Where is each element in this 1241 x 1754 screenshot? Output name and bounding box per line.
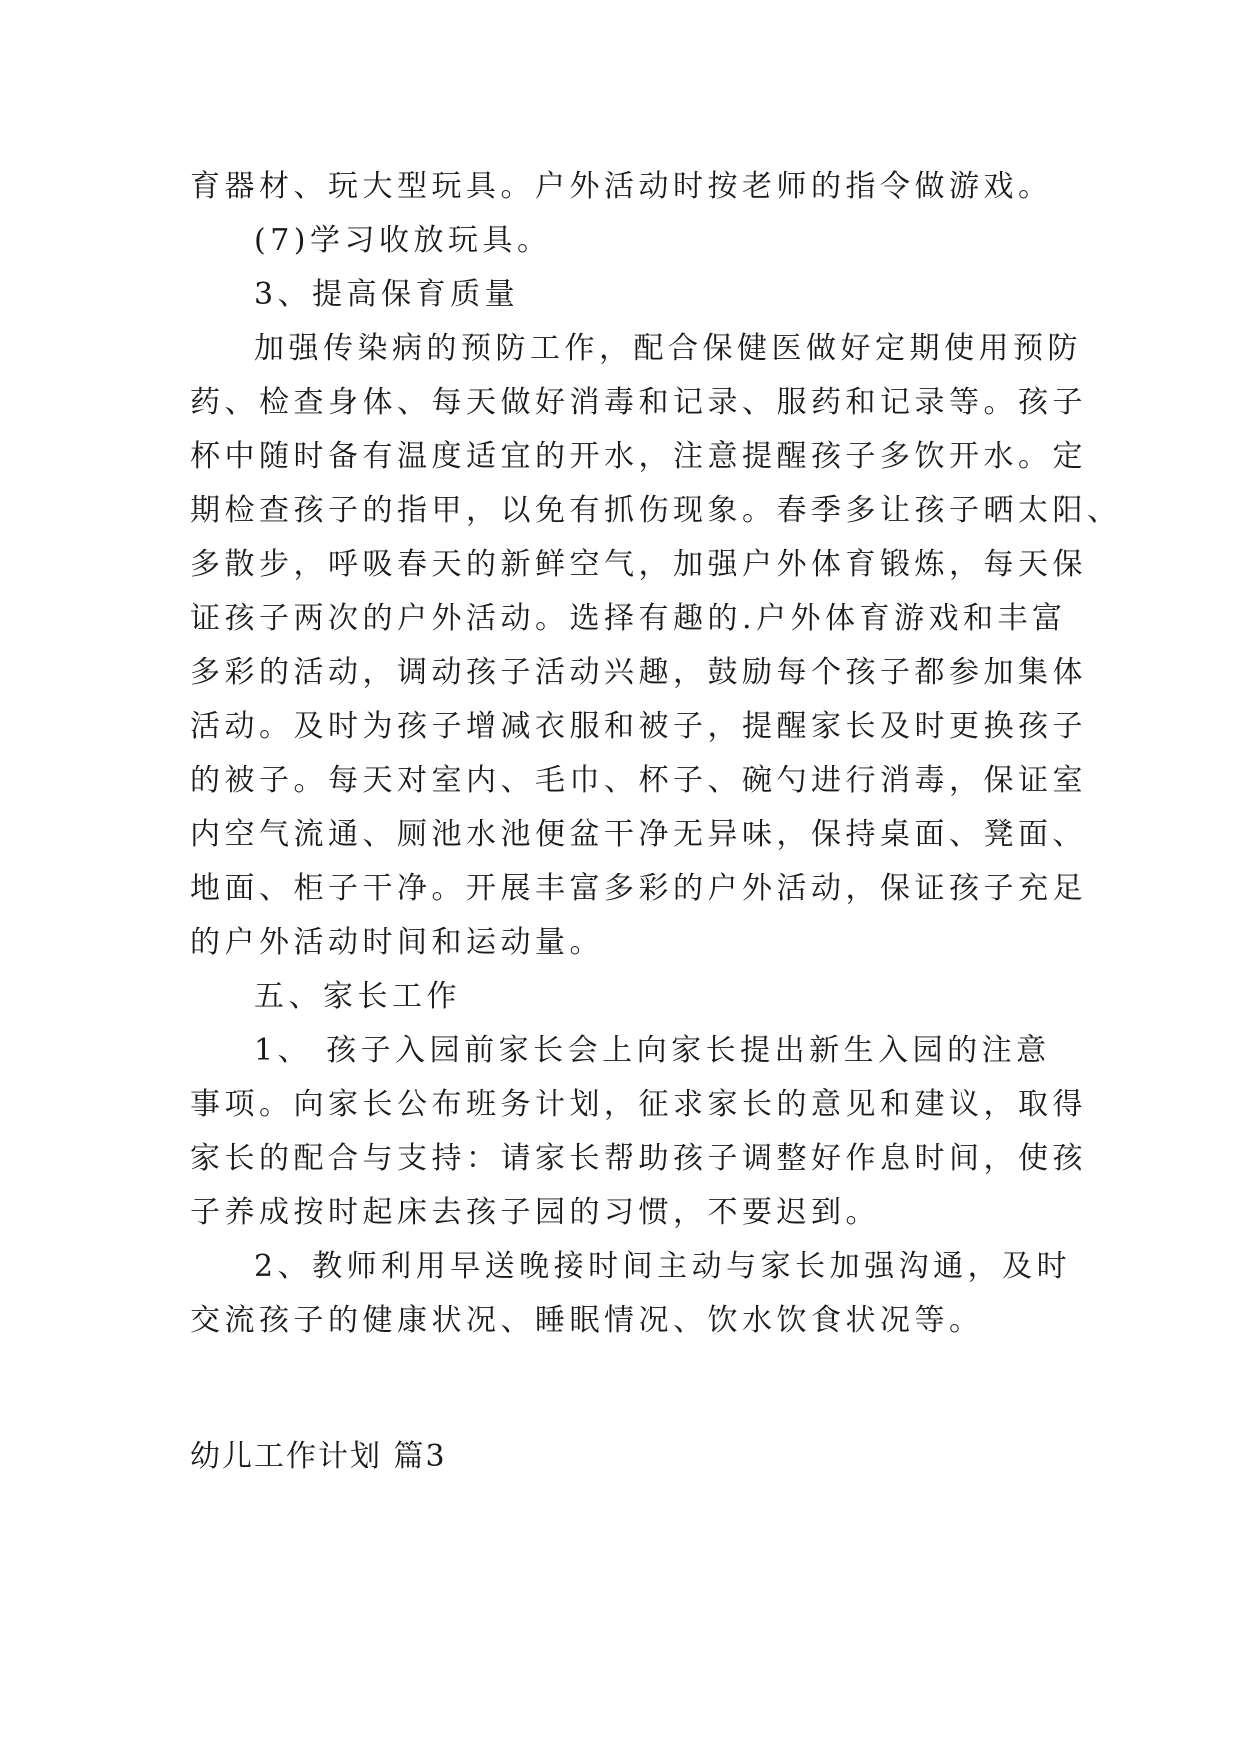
text-line: 期检查孩子的指甲，以免有抓伤现象。春季多让孩子晒太阳、 bbox=[190, 493, 1122, 528]
text-line: 事项。向家长公布班务计划，征求家长的意见和建议，取得 bbox=[190, 1087, 1087, 1122]
text-line: 药、检查身体、每天做好消毒和记录、服药和记录等。孩子 bbox=[190, 385, 1087, 420]
text-line: 多散步，呼吸春天的新鲜空气，加强户外体育锻炼，每天保 bbox=[190, 547, 1087, 582]
subheading: 3、提高保育质量 bbox=[254, 277, 520, 312]
text-line: 的户外活动时间和运动量。 bbox=[190, 925, 604, 960]
text-line: 家长的配合与支持：请家长帮助孩子调整好作息时间，使孩 bbox=[190, 1141, 1087, 1176]
section-title: 幼儿工作计划 篇3 bbox=[190, 1439, 447, 1474]
text-line: 的被子。每天对室内、毛巾、杯子、碗勺进行消毒，保证室 bbox=[190, 763, 1087, 798]
text-line: 育器材、玩大型玩具。户外活动时按老师的指令做游戏。 bbox=[190, 169, 1053, 204]
section-heading: 五、家长工作 bbox=[254, 979, 461, 1014]
paragraph-start: 1、 孩子入园前家长会上向家长提出新生入园的注意 bbox=[254, 1033, 1051, 1068]
text-line: 内空气流通、厕池水池便盆干净无异味，保持桌面、凳面、 bbox=[190, 817, 1087, 852]
text-line: 证孩子两次的户外活动。选择有趣的.户外体育游戏和丰富 bbox=[190, 601, 1067, 636]
document-body bbox=[190, 160, 1122, 1484]
paragraph-start: 2、教师利用早送晚接时间主动与家长加强沟通，及时 bbox=[254, 1249, 1072, 1284]
text-line: 多彩的活动，调动孩子活动兴趣，鼓励每个孩子都参加集体 bbox=[190, 655, 1087, 690]
text-line: 杯中随时备有温度适宜的开水，注意提醒孩子多饮开水。定 bbox=[190, 439, 1087, 474]
text-line: 地面、柜子干净。开展丰富多彩的户外活动，保证孩子充足 bbox=[190, 871, 1087, 906]
text-line: 活动。及时为孩子增减衣服和被子，提醒家长及时更换孩子 bbox=[190, 709, 1087, 744]
text-line: 子养成按时起床去孩子园的习惯，不要迟到。 bbox=[190, 1195, 880, 1230]
spacer bbox=[190, 1348, 1070, 1430]
text-line: 交流孩子的健康状况、睡眠情况、饮水饮食状况等。 bbox=[190, 1303, 984, 1338]
paragraph-start: 加强传染病的预防工作，配合保健医做好定期使用预防 bbox=[254, 331, 1082, 366]
text-line: (7)学习收放玩具。 bbox=[254, 223, 552, 258]
